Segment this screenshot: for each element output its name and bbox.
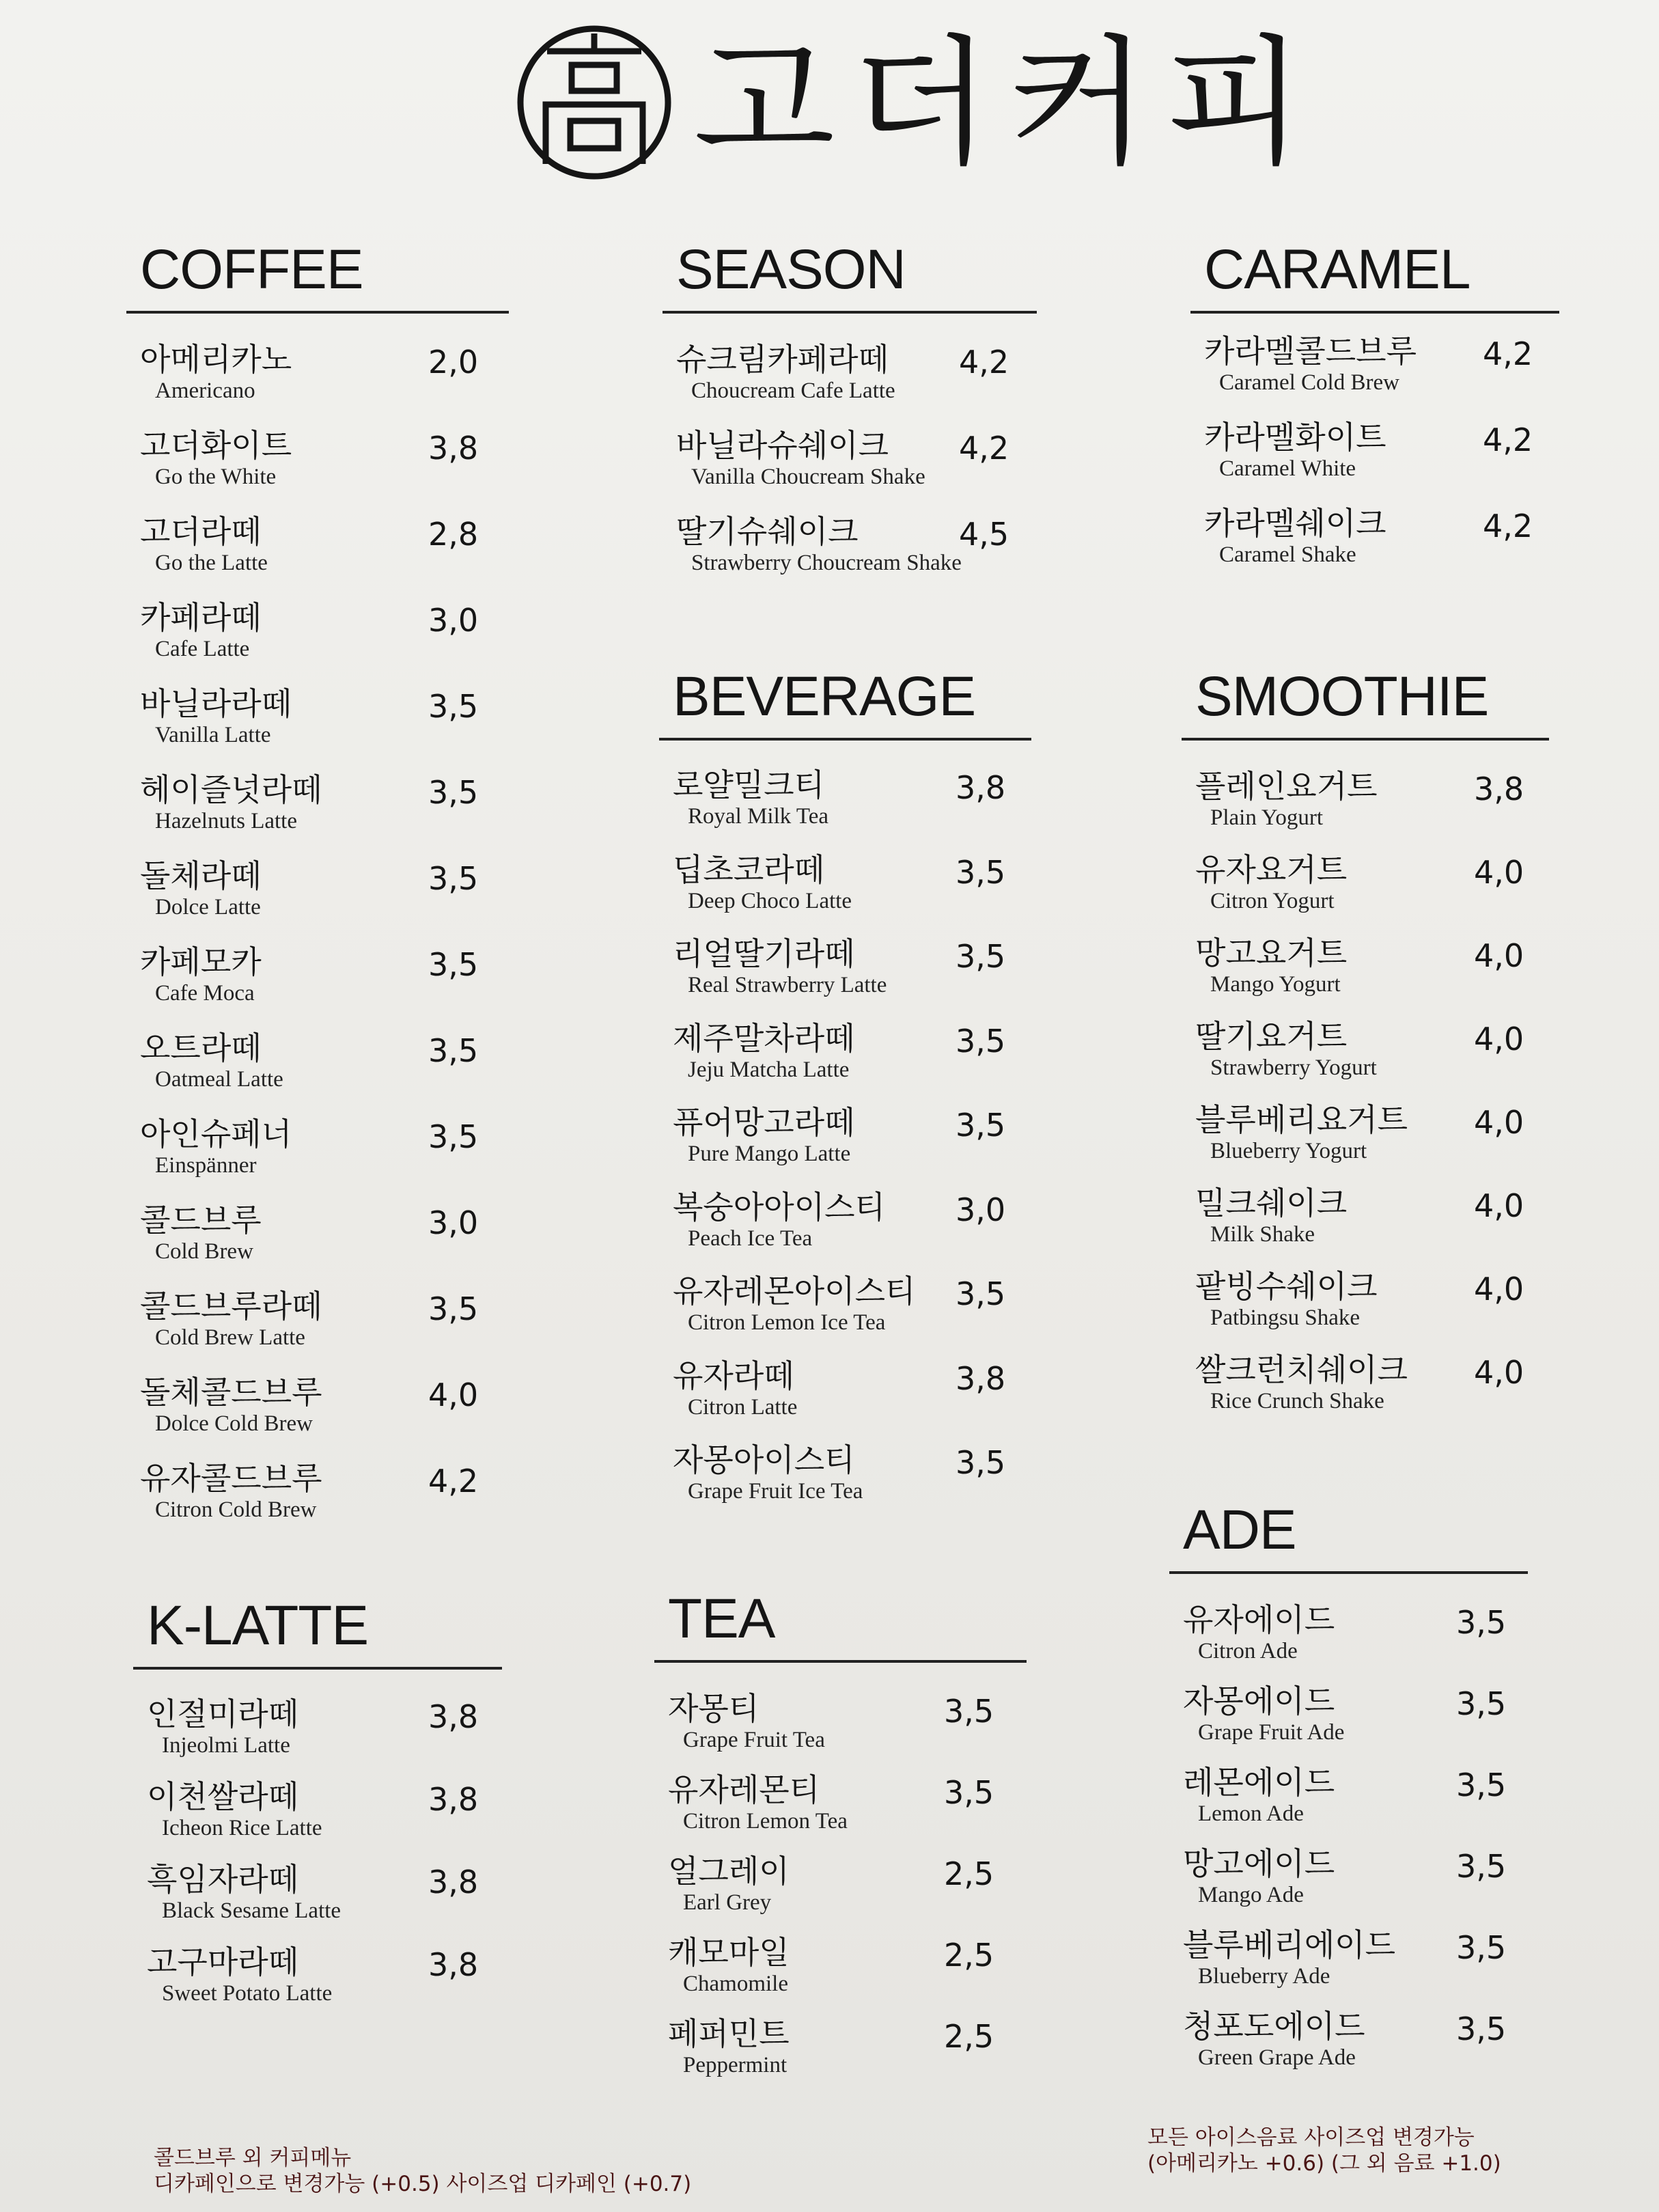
item-name-en: Strawberry Choucream Shake — [691, 551, 962, 575]
item-name-ko: 망고에이드 — [1183, 1845, 1335, 1882]
section-title: BEVERAGE — [659, 656, 1031, 741]
item-price: 3,5 — [1456, 1604, 1507, 1641]
item-name-en: Go the White — [155, 465, 277, 489]
item-price: 4,0 — [1474, 1021, 1524, 1057]
brand-logo-icon — [516, 24, 673, 181]
menu-item — [1169, 1683, 1528, 1764]
menu-item — [659, 1189, 1031, 1273]
item-name-en: Chamomile — [683, 1972, 788, 1996]
menu-item — [663, 513, 1037, 599]
item-name-ko: 콜드브루 — [140, 1202, 262, 1239]
menu-item — [659, 1273, 1031, 1357]
item-name-en: Royal Milk Tea — [688, 804, 829, 829]
item-name-ko: 아인슈페너 — [140, 1116, 292, 1152]
section-title: COFFEE — [126, 229, 509, 314]
item-price: 3,5 — [1456, 1848, 1507, 1885]
item-name-ko: 카페라떼 — [140, 599, 262, 636]
footnote-sizeup — [1147, 2125, 1501, 2176]
item-price: 4,2 — [1483, 335, 1533, 372]
menu-item — [1182, 768, 1549, 851]
item-price: 3,5 — [1456, 2010, 1507, 2047]
item-price: 3,5 — [1456, 1767, 1507, 1803]
item-name-en: Einspänner — [155, 1153, 257, 1178]
footnote-sizeup-line1: 모든 아이스음료 사이즈업 변경가능 — [1147, 2125, 1475, 2150]
menu-item — [126, 1029, 509, 1116]
item-name-en: Peppermint — [683, 2053, 787, 2077]
menu-item — [126, 427, 509, 513]
footnote-decaf-line2: 디카페인으로 변경가능 (+0.5) 사이즈업 디카페인 (+0.7) — [154, 2172, 692, 2196]
item-name-en: Grape Fruit Ice Tea — [688, 1479, 863, 1504]
item-name-ko: 블루베리에이드 — [1183, 1926, 1396, 1963]
item-name-ko: 딸기요거트 — [1195, 1018, 1348, 1055]
section-ade — [1169, 1489, 1528, 2089]
item-name-en: Vanilla Latte — [155, 723, 271, 747]
menu-item — [654, 2015, 1027, 2097]
item-name-en: Mango Yogurt — [1210, 972, 1341, 997]
item-name-ko: 망고요거트 — [1195, 935, 1348, 971]
item-name-en: Deep Choco Latte — [688, 888, 852, 913]
menu-item — [1169, 1764, 1528, 1845]
item-name-ko: 카라멜쉐이크 — [1204, 505, 1386, 542]
item-name-en: Dolce Latte — [155, 895, 261, 920]
item-price: 4,2 — [959, 430, 1009, 467]
item-price: 2,5 — [944, 1855, 994, 1892]
item-price: 3,0 — [428, 1204, 479, 1241]
item-price: 3,8 — [428, 1946, 479, 1983]
item-name-en: Oatmeal Latte — [155, 1067, 283, 1092]
item-name-en: Caramel Shake — [1219, 542, 1356, 567]
item-name-ko: 리얼딸기라떼 — [673, 935, 855, 972]
item-price: 3,5 — [956, 1444, 1006, 1481]
item-price: 3,5 — [944, 1693, 994, 1730]
item-price: 4,0 — [428, 1377, 479, 1413]
menu-item — [659, 851, 1031, 936]
item-name-ko: 유자레몬티 — [668, 1771, 820, 1808]
menu-item — [659, 1441, 1031, 1526]
menu-item — [1190, 333, 1559, 419]
item-name-ko: 유자레몬아이스티 — [673, 1273, 916, 1310]
item-name-ko: 쌀크런치쉐이크 — [1195, 1351, 1408, 1388]
menu-item — [659, 766, 1031, 851]
item-price: 3,5 — [428, 1118, 479, 1155]
item-name-ko: 카라멜콜드브루 — [1204, 333, 1417, 370]
section-title: K-LATTE — [133, 1585, 502, 1670]
menu-item — [126, 513, 509, 599]
item-price: 3,5 — [956, 938, 1006, 975]
item-name-en: Pure Mango Latte — [688, 1142, 851, 1166]
item-name-en: Go the Latte — [155, 551, 268, 575]
item-price: 2,8 — [428, 516, 479, 553]
item-name-en: Cafe Latte — [155, 637, 250, 661]
item-name-ko: 복숭아아이스티 — [673, 1188, 886, 1226]
item-name-ko: 슈크림카페라떼 — [676, 341, 889, 378]
item-name-en: Mango Ade — [1198, 1883, 1304, 1907]
item-name-en: Injeolmi Latte — [162, 1733, 290, 1758]
menu-item — [663, 341, 1037, 427]
menu-item — [663, 427, 1037, 513]
item-price: 3,0 — [428, 602, 479, 639]
item-price: 4,2 — [1483, 421, 1533, 458]
item-name-en: Jeju Matcha Latte — [688, 1057, 850, 1082]
item-name-ko: 바닐라슈쉐이크 — [676, 427, 889, 464]
item-name-en: Cold Brew Latte — [155, 1325, 305, 1350]
item-name-ko: 청포도에이드 — [1183, 2008, 1365, 2045]
menu-item — [126, 857, 509, 943]
item-price: 3,5 — [944, 1774, 994, 1811]
item-price: 3,8 — [428, 430, 479, 467]
menu-item — [1182, 1268, 1549, 1351]
menu-item — [1182, 1185, 1549, 1268]
menu-item — [1190, 505, 1559, 591]
item-name-ko: 유자에이드 — [1183, 1601, 1335, 1638]
menu-item — [133, 1778, 502, 1861]
item-name-en: Green Grape Ade — [1198, 2045, 1356, 2070]
item-price: 4,0 — [1474, 1354, 1524, 1391]
item-name-en: Grape Fruit Tea — [683, 1728, 825, 1752]
item-name-en: Icheon Rice Latte — [162, 1816, 322, 1840]
item-price: 3,5 — [428, 688, 479, 725]
item-name-ko: 레몬에이드 — [1183, 1764, 1335, 1801]
item-price: 4,2 — [959, 344, 1009, 381]
item-name-ko: 돌체콜드브루 — [140, 1374, 322, 1411]
item-price: 4,0 — [1474, 1271, 1524, 1308]
item-name-ko: 유자라떼 — [673, 1357, 794, 1394]
item-name-ko: 카페모카 — [140, 943, 262, 980]
item-name-en: Strawberry Yogurt — [1210, 1055, 1377, 1080]
item-price: 3,5 — [1456, 1929, 1507, 1966]
menu-item — [133, 1696, 502, 1778]
item-name-en: Citron Cold Brew — [155, 1497, 317, 1522]
item-name-ko: 캐모마일 — [668, 1934, 790, 1971]
item-price: 3,8 — [956, 769, 1006, 806]
section-title: ADE — [1169, 1489, 1528, 1574]
item-price: 3,8 — [956, 1359, 1006, 1397]
section-season — [663, 229, 1037, 599]
item-price: 3,5 — [428, 774, 479, 811]
section-tea — [654, 1578, 1027, 2097]
menu-item — [654, 1853, 1027, 1934]
menu-item — [126, 943, 509, 1029]
menu-item — [1169, 1926, 1528, 2008]
section-coffee — [126, 229, 509, 1546]
item-name-ko: 이천쌀라떼 — [147, 1778, 299, 1815]
item-name-ko: 얼그레이 — [668, 1853, 790, 1890]
item-price: 3,5 — [956, 1275, 1006, 1312]
item-name-ko: 제주말차라떼 — [673, 1019, 855, 1057]
brand-header — [516, 14, 1321, 191]
item-name-ko: 유자콜드브루 — [140, 1460, 322, 1497]
item-name-ko: 퓨어망고라떼 — [673, 1104, 855, 1141]
section-title: TEA — [654, 1578, 1027, 1663]
menu-item — [126, 599, 509, 685]
item-price: 3,8 — [428, 1864, 479, 1900]
item-name-ko: 고더라떼 — [140, 513, 262, 550]
item-name-ko: 블루베리요거트 — [1195, 1101, 1408, 1138]
item-price: 4,0 — [1474, 854, 1524, 891]
item-name-ko: 팥빙수쉐이크 — [1195, 1268, 1378, 1305]
menu-item — [1169, 1845, 1528, 1926]
item-price: 3,5 — [956, 1107, 1006, 1144]
item-name-en: Citron Lemon Tea — [683, 1809, 848, 1834]
section-title: SEASON — [663, 229, 1037, 314]
item-price: 3,5 — [428, 860, 479, 897]
footnote-decaf — [154, 2145, 691, 2197]
item-name-ko: 밀크쉐이크 — [1195, 1185, 1348, 1221]
menu-item — [1182, 1351, 1549, 1435]
footnote-sizeup-line2: (아메리카노 +0.6) (그 외 음료 +1.0) — [1147, 2151, 1501, 2176]
menu-item — [126, 1202, 509, 1288]
item-price: 3,5 — [428, 946, 479, 983]
item-name-en: Milk Shake — [1210, 1222, 1315, 1247]
menu-item — [654, 1934, 1027, 2015]
item-name-en: Choucream Cafe Latte — [691, 378, 895, 403]
section-caramel — [1190, 229, 1559, 591]
menu-item — [1169, 1601, 1528, 1683]
item-name-ko: 고구마라떼 — [147, 1944, 299, 1980]
item-name-ko: 유자요거트 — [1195, 851, 1348, 888]
item-name-en: Black Sesame Latte — [162, 1898, 341, 1923]
item-name-en: Peach Ice Tea — [688, 1226, 813, 1251]
menu-item — [1182, 851, 1549, 935]
item-name-en: Rice Crunch Shake — [1210, 1389, 1384, 1413]
item-name-ko: 흑임자라떼 — [147, 1861, 299, 1898]
item-name-ko: 딥초코라떼 — [673, 851, 825, 888]
item-name-ko: 자몽아이스티 — [673, 1441, 855, 1478]
item-name-ko: 자몽티 — [668, 1690, 759, 1727]
item-name-en: Blueberry Yogurt — [1210, 1139, 1367, 1163]
item-price: 4,0 — [1474, 937, 1524, 974]
item-name-en: Caramel White — [1219, 456, 1356, 481]
item-price: 3,8 — [428, 1781, 479, 1818]
item-name-ko: 로얄밀크티 — [673, 766, 825, 803]
item-name-ko: 인절미라떼 — [147, 1696, 299, 1732]
menu-item — [126, 1116, 509, 1202]
item-name-ko: 고더화이트 — [140, 427, 292, 464]
menu-item — [1182, 1101, 1549, 1185]
item-price: 4,0 — [1474, 1187, 1524, 1224]
item-name-ko: 돌체라떼 — [140, 857, 262, 894]
footnote-decaf-line1: 콜드브루 외 커피메뉴 — [154, 2146, 352, 2170]
menu-item — [133, 1861, 502, 1944]
menu-item — [126, 771, 509, 857]
item-name-en: Cafe Moca — [155, 981, 255, 1006]
item-price: 2,5 — [944, 2018, 994, 2055]
menu-item — [654, 1690, 1027, 1771]
item-name-ko: 플레인요거트 — [1195, 768, 1378, 805]
item-name-ko: 오트라떼 — [140, 1029, 262, 1066]
item-name-en: Lemon Ade — [1198, 1801, 1304, 1826]
item-price: 2,5 — [944, 1937, 994, 1974]
section-klatte — [133, 1585, 502, 2026]
menu-item — [126, 1460, 509, 1546]
item-price: 3,8 — [1474, 771, 1524, 807]
item-name-ko: 바닐라라떼 — [140, 685, 292, 722]
item-name-en: Sweet Potato Latte — [162, 1981, 333, 2006]
item-name-en: Dolce Cold Brew — [155, 1411, 313, 1436]
item-name-ko: 페퍼민트 — [668, 2015, 790, 2052]
menu-item — [659, 1104, 1031, 1189]
menu-item — [126, 1288, 509, 1374]
item-name-en: Blueberry Ade — [1198, 1964, 1330, 1989]
item-price: 3,5 — [956, 1022, 1006, 1060]
item-name-ko: 콜드브루라떼 — [140, 1288, 322, 1325]
item-name-en: Vanilla Choucream Shake — [691, 465, 925, 489]
item-name-en: Hazelnuts Latte — [155, 809, 297, 833]
item-name-ko: 자몽에이드 — [1183, 1683, 1335, 1719]
section-beverage — [659, 656, 1031, 1526]
item-price: 3,0 — [956, 1191, 1006, 1228]
item-name-ko: 헤이즐넛라떼 — [140, 771, 322, 808]
item-price: 3,8 — [428, 1698, 479, 1735]
section-title: SMOOTHIE — [1182, 656, 1549, 741]
menu-item — [1182, 1018, 1549, 1101]
menu-item — [654, 1771, 1027, 1853]
menu-item — [1190, 419, 1559, 505]
item-name-en: Cold Brew — [155, 1239, 253, 1264]
item-name-en: Citron Lemon Ice Tea — [688, 1310, 886, 1335]
menu-item — [659, 935, 1031, 1020]
section-title: CARAMEL — [1190, 229, 1559, 314]
item-name-en: Earl Grey — [683, 1890, 772, 1915]
item-price: 4,0 — [1474, 1104, 1524, 1141]
menu-item — [126, 1374, 509, 1460]
menu-item — [659, 1020, 1031, 1105]
menu-item — [126, 341, 509, 427]
item-price: 4,2 — [428, 1463, 479, 1499]
item-price: 3,5 — [1456, 1685, 1507, 1722]
brand-name: 고더커피 — [693, 20, 1321, 184]
item-name-en: Citron Yogurt — [1210, 889, 1335, 913]
menu-item — [126, 685, 509, 771]
menu-item — [133, 1944, 502, 2026]
item-price: 2,0 — [428, 344, 479, 381]
item-name-en: Citron Latte — [688, 1394, 798, 1420]
item-name-ko: 카라멜화이트 — [1204, 419, 1386, 456]
item-name-ko: 딸기슈쉐이크 — [676, 513, 859, 550]
item-price: 3,5 — [956, 853, 1006, 891]
item-name-en: Plain Yogurt — [1210, 805, 1324, 830]
section-smoothie — [1182, 656, 1549, 1435]
item-name-en: Grape Fruit Ade — [1198, 1720, 1345, 1745]
item-price: 4,2 — [1483, 508, 1533, 544]
item-price: 4,5 — [959, 516, 1009, 553]
item-price: 3,5 — [428, 1032, 479, 1069]
item-name-en: Caramel Cold Brew — [1219, 370, 1399, 395]
menu-item — [1182, 935, 1549, 1018]
menu-item — [1169, 2008, 1528, 2089]
item-name-ko: 아메리카노 — [140, 341, 292, 378]
item-price: 3,5 — [428, 1290, 479, 1327]
item-name-en: Real Strawberry Latte — [688, 973, 887, 997]
item-name-en: Citron Ade — [1198, 1639, 1298, 1663]
menu-item — [659, 1357, 1031, 1442]
item-name-en: Patbingsu Shake — [1210, 1305, 1361, 1330]
item-name-en: Americano — [155, 378, 255, 403]
